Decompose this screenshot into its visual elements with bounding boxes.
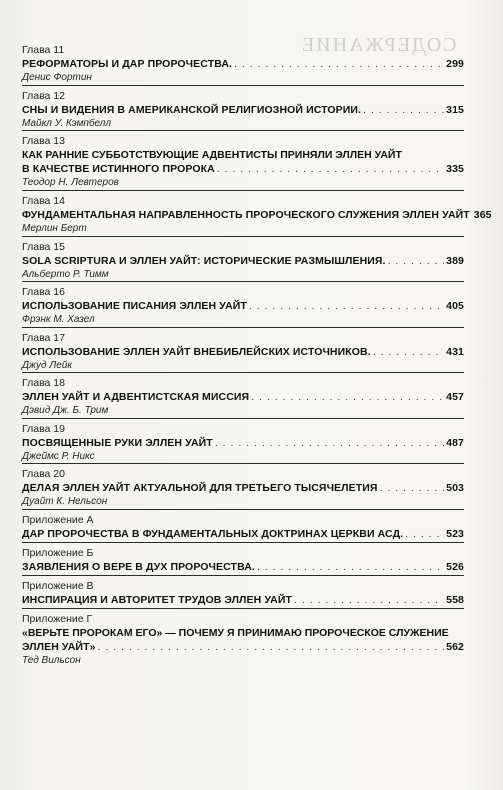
page-number: 503	[446, 482, 464, 494]
appendix-label: Приложение В	[22, 579, 94, 592]
chapter-title: ИСПОЛЬЗОВАНИЕ ЭЛЛЕН УАЙТ ВНЕБИБЛЕЙСКИХ ИСТОЧНИКОВ.	[22, 345, 371, 358]
chapter-author: Фрэнк М. Хазел	[22, 314, 95, 325]
page-number: 526	[446, 560, 464, 573]
separator-rule	[22, 190, 464, 191]
appendix-title: ЗАЯВЛЕНИЯ О ВЕРЕ В ДУХ ПРОРОЧЕСТВА.	[22, 560, 255, 573]
dot-leader	[363, 103, 444, 117]
appendix-author: Тед Вильсон	[22, 654, 81, 666]
table-of-contents	[22, 44, 492, 673]
appendix-title-line	[22, 640, 464, 654]
separator-rule	[22, 463, 464, 464]
chapter-title: SOLA SCRIPTURA И ЭЛЛЕН УАЙТ: ИСТОРИЧЕСКИЕ РАЗМЫШЛЕНИЯ.	[22, 254, 386, 267]
toc-entry	[22, 195, 492, 241]
dot-leader	[249, 299, 444, 313]
chapter-author: Мерлин Берт	[22, 223, 87, 234]
chapter-title-line	[22, 390, 464, 404]
dot-leader	[217, 162, 444, 176]
chapter-label: Глава 18	[22, 377, 65, 389]
dot-leader	[257, 560, 444, 574]
toc-entry	[22, 286, 464, 332]
appendix-title-first-line: «ВЕРЬТЕ ПРОРОКАМ ЕГО» — ПОЧЕМУ Я ПРИНИМАЮ ПРОРОЧЕСКОЕ СЛУЖЕНИЕ	[22, 626, 449, 639]
dot-leader	[98, 640, 445, 654]
appendix-label: Приложение Г	[22, 612, 93, 625]
chapter-title: ЭЛЛЕН УАЙТ И АДВЕНТИСТСКАЯ МИССИЯ	[22, 391, 250, 403]
dot-leader	[388, 254, 445, 268]
toc-entry	[22, 332, 464, 378]
chapter-author: Дуайт К. Нельсон	[22, 496, 108, 507]
chapter-title-line	[22, 299, 464, 313]
chapter-title: ДЕЛАЯ ЭЛЛЕН УАЙТ АКТУАЛЬНОЙ ДЛЯ ТРЕТЬЕГО ТЫСЯЧЕЛЕТИЯ	[22, 482, 378, 494]
page-number: 299	[446, 58, 464, 70]
chapter-author: Джеймс Р. Никс	[22, 450, 95, 462]
toc-entry	[22, 44, 464, 90]
toc-entry	[22, 377, 464, 423]
chapter-label: Глава 12	[22, 89, 65, 102]
appendix-title: ДАР ПРОРОЧЕСТВА В ФУНДАМЕНТАЛЬНЫХ ДОКТРИНАХ ЦЕРКВИ АСД.	[22, 527, 404, 540]
page-number: 315	[446, 103, 464, 116]
chapter-label: Глава 13	[22, 135, 65, 147]
page-number: 389	[446, 254, 464, 267]
page-number: 523	[446, 527, 464, 540]
separator-rule	[22, 281, 464, 282]
chapter-label: Глава 14	[22, 195, 65, 207]
chapter-label: Глава 16	[22, 286, 65, 298]
chapter-author: Альберто Р. Тимм	[22, 268, 109, 280]
chapter-label: Глава 20	[22, 468, 65, 480]
chapter-title: В КАЧЕСТВЕ ИСТИННОГО ПРОРОКА	[22, 163, 215, 175]
chapter-author: Джуд Лейк	[22, 359, 73, 371]
chapter-title-line	[22, 436, 464, 450]
chapter-title-line	[22, 103, 464, 117]
chapter-title-line	[22, 254, 464, 268]
page-number: 431	[446, 345, 464, 358]
appendix-title-line	[22, 560, 464, 574]
appendix-title: ИНСПИРАЦИЯ И АВТОРИТЕТ ТРУДОВ ЭЛЛЕН УАЙТ	[22, 593, 293, 606]
separator-rule	[22, 372, 464, 373]
chapter-title: ФУНДАМЕНТАЛЬНАЯ НАПРАВЛЕННОСТЬ ПРОРОЧЕСКОГО СЛУЖЕНИЯ ЭЛЛЕН УАЙТ	[22, 209, 470, 221]
separator-rule	[22, 542, 464, 543]
dot-leader	[251, 390, 444, 404]
toc-entry	[22, 580, 464, 613]
chapter-author: Майкл У. Кэмпбелл	[22, 117, 112, 129]
toc-entry	[22, 423, 464, 469]
chapter-title-line	[22, 162, 464, 176]
chapter-title-line	[22, 57, 464, 71]
chapter-title: ПОСВЯЩЕННЫЕ РУКИ ЭЛЛЕН УАЙТ	[22, 436, 213, 449]
chapter-title-first-line: КАК РАННИЕ СУББОТСТВУЮЩИЕ АДВЕНТИСТЫ ПРИНЯЛИ ЭЛЛЕН УАЙТ	[22, 149, 402, 161]
separator-rule	[22, 575, 464, 576]
separator-rule	[22, 130, 464, 131]
page-number: 487	[446, 436, 464, 449]
appendix-title-line	[22, 593, 464, 607]
chapter-author: Денис Фортин	[22, 72, 92, 83]
chapter-title: ИСПОЛЬЗОВАНИЕ ПИСАНИЯ ЭЛЛЕН УАЙТ	[22, 300, 247, 312]
page-number: 562	[446, 640, 464, 653]
separator-rule	[22, 236, 464, 237]
dot-leader	[380, 481, 445, 495]
chapter-label: Глава 15	[22, 240, 65, 253]
page-number: 457	[446, 391, 464, 403]
appendix-label: Приложение Б	[22, 546, 94, 559]
appendix-label: Приложение А	[22, 513, 94, 526]
chapter-title: РЕФОРМАТОРЫ И ДАР ПРОРОЧЕСТВА.	[22, 58, 233, 70]
page-number: 335	[446, 163, 464, 175]
toc-entry	[22, 90, 464, 136]
chapter-label: Глава 19	[22, 422, 65, 435]
separator-rule	[22, 509, 464, 510]
appendix-title: ЭЛЛЕН УАЙТ»	[22, 640, 96, 653]
chapter-label: Глава 17	[22, 331, 65, 344]
toc-entry	[22, 468, 464, 514]
appendix-title-line	[22, 527, 464, 541]
page-number: 405	[446, 300, 464, 312]
toc-entry	[22, 514, 464, 547]
toc-entry	[22, 613, 464, 673]
toc-entry	[22, 547, 464, 580]
dot-leader	[405, 527, 444, 541]
chapter-title: СНЫ И ВИДЕНИЯ В АМЕРИКАНСКОЙ РЕЛИГИОЗНОЙ ИСТОРИИ.	[22, 103, 362, 116]
toc-entry	[22, 241, 464, 287]
chapter-title-line	[22, 345, 464, 359]
dot-leader	[234, 57, 444, 71]
separator-rule	[22, 418, 464, 419]
show-through-heading: СОДЕРЖАНИЕ	[300, 34, 457, 56]
page-number: 558	[446, 593, 464, 606]
chapter-title-line	[22, 208, 492, 222]
separator-rule	[22, 327, 464, 328]
separator-rule	[22, 608, 464, 609]
chapter-author: Теодор Н. Левтеров	[22, 177, 119, 188]
page-number: 365	[473, 209, 492, 221]
separator-rule	[22, 85, 464, 86]
chapter-label: Глава 11	[22, 44, 65, 56]
dot-leader	[294, 593, 444, 607]
chapter-author: Дэвид Дж. Б. Трим	[22, 405, 109, 416]
chapter-title-line	[22, 481, 464, 495]
dot-leader	[373, 345, 444, 359]
dot-leader	[215, 436, 444, 450]
toc-entry	[22, 135, 464, 195]
